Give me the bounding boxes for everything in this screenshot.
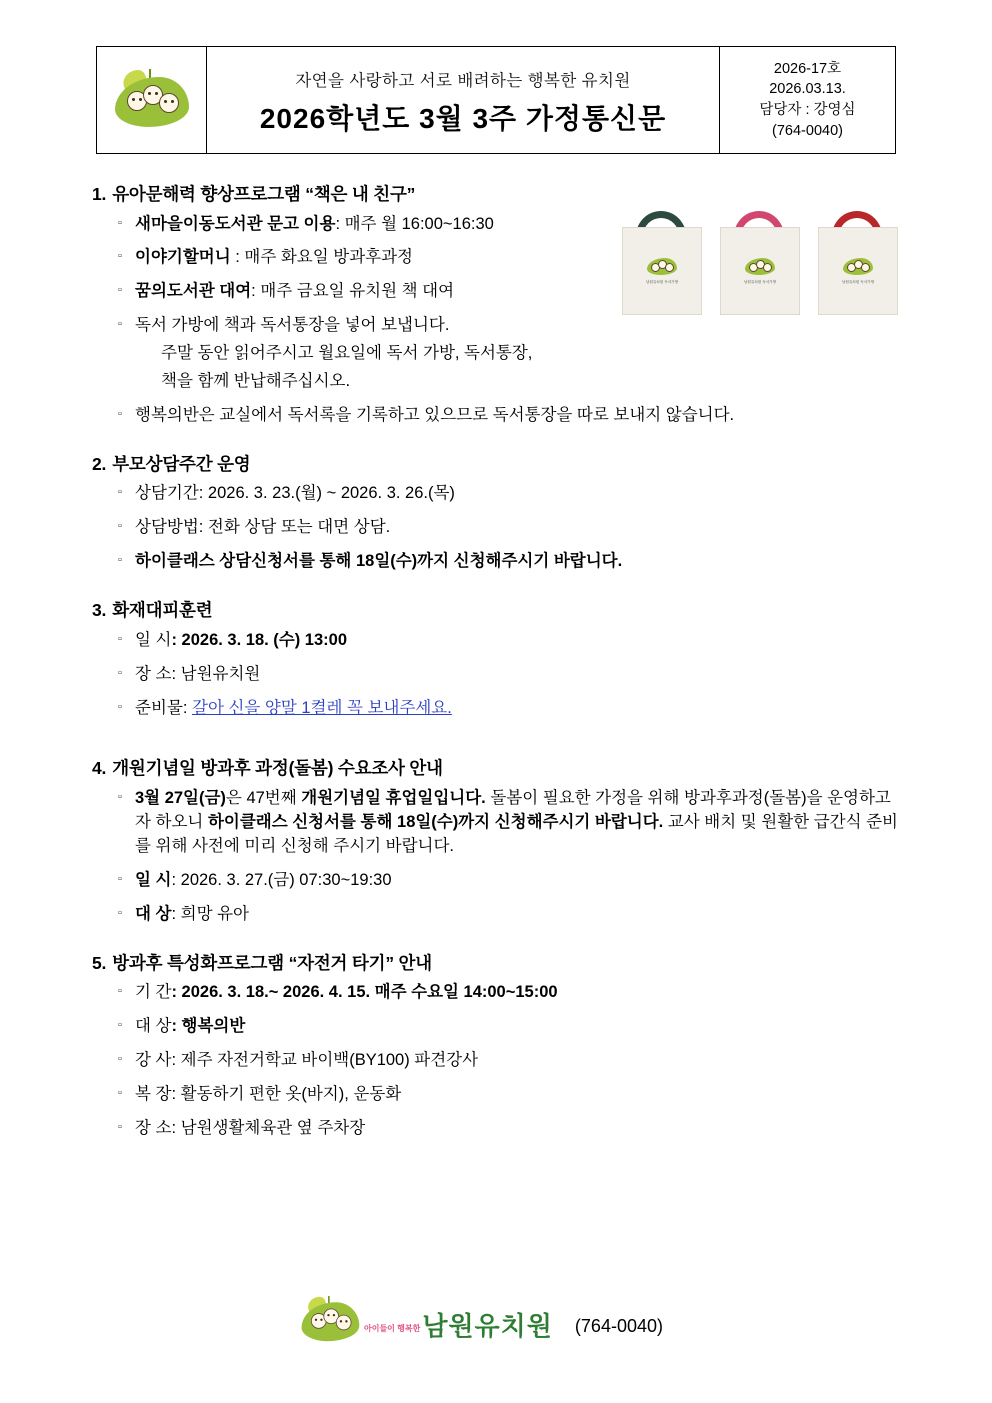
issue-date: 2026.03.13.	[769, 81, 846, 98]
continuation-line: 주말 동안 읽어주시고 월요일에 독서 가방, 독서통장,	[161, 344, 533, 363]
list-item	[118, 1015, 904, 1039]
kindergarten-leaf-logo-icon	[300, 1296, 360, 1344]
square-bullet-icon	[118, 404, 135, 425]
bag-label: 남원유치원 독서가방	[841, 280, 875, 284]
contact-person: 담당자 : 강영심	[759, 102, 856, 118]
section-1-number: 1.	[92, 184, 107, 204]
footer-brand-name: 남원유치원	[422, 1310, 553, 1341]
item-value: 독서 가방에 책과 독서통장을 넣어 보냅니다.	[135, 316, 450, 335]
item-value: : 매주 금요일 유치원 책 대여	[251, 282, 455, 301]
list-item	[118, 1083, 904, 1107]
section-1-title	[92, 186, 904, 204]
document-header	[96, 46, 896, 154]
item-value: : 행복의반	[171, 1017, 246, 1036]
square-bullet-icon	[118, 314, 135, 335]
section-4	[92, 760, 904, 926]
footer-slogan: 아이들이 행복한	[364, 1323, 421, 1333]
item-value: : 2026. 3. 27.(금) 07:30~19:30	[171, 870, 392, 889]
square-bullet-icon	[118, 246, 135, 267]
item-link-value[interactable]: 갈아 신을 양말 1켤레 꼭 보내주세요.	[192, 698, 452, 717]
section-3-number: 3.	[92, 600, 107, 621]
section-2-number: 2.	[92, 453, 107, 474]
item-value: : 활동하기 편한 옷(바지), 운동화	[171, 1084, 402, 1103]
item-value: : 남원생활체육관 옆 주차장	[171, 1118, 366, 1137]
list-item	[118, 246, 658, 270]
section-5	[92, 952, 904, 1141]
document-footer	[300, 1290, 720, 1350]
list-item	[118, 516, 904, 540]
item-label: 대 상	[135, 904, 172, 923]
item-value: : 2026. 3. 18.~ 2026. 4. 15. 매주 수요일 14:00~15:00	[171, 983, 558, 1002]
list-item: ▫ 준비물: 갈아 신을 양말 1켤레 꼭 보내주세요.	[118, 697, 904, 721]
square-bullet-icon	[118, 787, 135, 808]
section-1-items	[118, 213, 904, 428]
list-item	[118, 869, 904, 893]
item-label: 이야기할머니	[135, 248, 231, 267]
square-bullet-icon	[118, 550, 135, 571]
item-label: 꿈의도서관 대여	[135, 282, 252, 301]
item-value: 상담방법: 전화 상담 또는 대면 상담.	[135, 518, 391, 537]
section-3-title	[92, 602, 904, 620]
square-bullet-icon	[118, 697, 135, 718]
issue-number: 2026-17호	[773, 60, 842, 77]
list-item	[118, 903, 904, 927]
section-3-items	[118, 629, 904, 721]
section-1-heading: 유아문해력 향상프로그램 “책은 내 친구”	[112, 184, 416, 204]
item-value: : 남원유치원	[171, 664, 261, 683]
item-value: : 제주 자전거학교 바이백(BY100) 파견강사	[171, 1050, 479, 1069]
item-label: 강 사	[135, 1050, 172, 1069]
item-label: 복 장	[135, 1084, 172, 1103]
newsletter-body	[92, 186, 904, 1151]
list-item	[118, 663, 904, 687]
contact-phone: (764-0040)	[772, 122, 843, 139]
header-meta-cell	[719, 47, 895, 153]
section-4-title	[92, 760, 904, 778]
section-2-title	[92, 453, 904, 474]
item-label: 새마을이동도서관 문고 이용	[135, 214, 336, 233]
section-5-items	[118, 981, 904, 1141]
item-value: : 희망 유아	[171, 904, 249, 923]
square-bullet-icon	[118, 482, 135, 503]
item-label: 준비물	[135, 698, 183, 717]
list-item	[118, 629, 904, 653]
footer-phone: (764-0040)	[574, 1315, 663, 1336]
list-item	[118, 1117, 904, 1141]
square-bullet-icon	[118, 981, 135, 1002]
section-2-items	[118, 482, 904, 574]
item-value: : 매주 월 16:00~16:30	[335, 214, 494, 233]
item-value: : 2026. 3. 18. (수) 13:00	[171, 630, 348, 649]
section-4-heading: 개원기념일 방과후 과정(돌봄) 수요조사 안내	[112, 758, 443, 779]
section-4-items	[118, 787, 904, 927]
item-label: 기 간	[135, 983, 172, 1002]
square-bullet-icon	[118, 213, 135, 234]
bag-label: 남원유치원 독서가방	[743, 280, 777, 284]
item-label: 일 시	[135, 870, 172, 889]
continuation-line: 책을 함께 반납해주십시오.	[161, 372, 351, 391]
item-label: 장 소	[135, 664, 172, 683]
list-item	[118, 1049, 904, 1073]
page-title: 2026학년도 3월 3주 가정통신문	[259, 103, 667, 134]
section-5-number: 5.	[92, 952, 107, 973]
item-label: 장 소	[135, 1118, 172, 1137]
list-item	[118, 550, 904, 574]
section-2-heading: 부모상담주간 운영	[112, 453, 251, 474]
list-item	[118, 213, 658, 237]
item-value: 하이클래스 상담신청서를 통해 18일(수)까지 신청해주시기 바랍니다.	[135, 552, 623, 571]
item-label: 일 시	[135, 630, 172, 649]
section-4-number: 4.	[92, 758, 107, 779]
list-item	[118, 314, 658, 338]
square-bullet-icon	[118, 869, 135, 890]
section-5-title	[92, 952, 904, 973]
square-bullet-icon	[118, 1049, 135, 1070]
list-item-paragraph	[118, 787, 904, 859]
item-value: 행복의반은 교실에서 독서록을 기록하고 있으므로 독서통장을 따로 보내지 않습니다.	[135, 406, 735, 425]
square-bullet-icon	[118, 1083, 135, 1104]
item-value: 상담기간: 2026. 3. 23.(월) ~ 2026. 3. 26.(목)	[135, 484, 455, 503]
list-item	[118, 280, 658, 304]
bag-label: 남원유치원 독서가방	[645, 280, 679, 284]
section-3-heading: 화재대피훈련	[112, 600, 213, 621]
list-item	[118, 482, 904, 506]
square-bullet-icon	[118, 903, 135, 924]
section-2	[92, 453, 904, 574]
square-bullet-icon	[118, 516, 135, 537]
header-logo-cell	[97, 47, 207, 153]
square-bullet-icon	[118, 280, 135, 301]
section-3	[92, 602, 904, 720]
section-1	[92, 186, 904, 428]
square-bullet-icon	[118, 663, 135, 684]
header-title-cell	[207, 47, 719, 153]
square-bullet-icon	[118, 629, 135, 650]
header-subtitle: 자연을 사랑하고 서로 배려하는 행복한 유치원	[295, 72, 631, 90]
list-item	[118, 981, 904, 1005]
item-label: 대 상	[135, 1017, 172, 1036]
section-5-heading: 방과후 특성화프로그램 “자전거 타기” 안내	[112, 952, 432, 973]
square-bullet-icon	[118, 1117, 135, 1138]
square-bullet-icon	[118, 1015, 135, 1036]
kindergarten-leaf-logo-icon	[113, 69, 191, 131]
paragraph-text: 3월 27일(금)은 47번째 개원기념일 휴업일입니다. 돌봄이 필요한 가정을 위해 방과후과정(돌봄)을 운영하고자 하오니 하이클래스 신청서를 통해 18일(수)까지 신청해주시기 바랍니다. 교사 배치 및 원활한 급간식 준비를 위해 사전에 미리 신청해 주시기 바랍니다.	[135, 788, 898, 855]
item-value: : 매주 화요일 방과후과정	[230, 248, 413, 267]
list-item	[118, 404, 904, 428]
